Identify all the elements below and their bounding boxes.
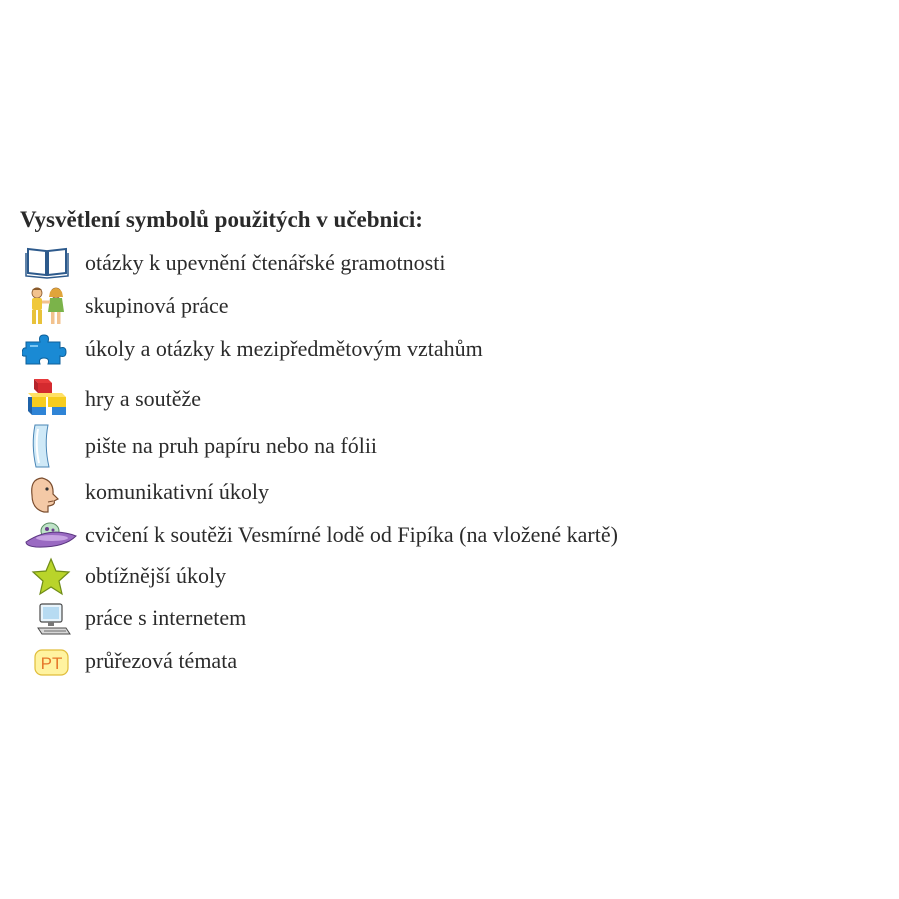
legend-item-label: obtížnější úkoly [85, 563, 227, 588]
legend-item-label: práce s internetem [85, 605, 247, 630]
face-profile-icon [22, 475, 72, 515]
legend-item-label: průřezová témata [85, 648, 238, 673]
star-icon [22, 557, 72, 597]
pt-badge-icon [22, 642, 72, 682]
legend-item-label: cvičení k soutěži Vesmírné lodě od Fipíka (na vložené kartě) [85, 522, 618, 547]
legend-item-paper-strip [0, 423, 899, 471]
puzzle-piece-icon [22, 332, 72, 372]
legend-item-label: komunikativní úkoly [85, 479, 269, 504]
paper-strip-icon [22, 423, 72, 471]
pt-badge-label: PT [40, 654, 63, 673]
legend-item-label: pište na pruh papíru nebo na fólii [85, 433, 378, 458]
open-book-icon [22, 243, 72, 283]
legend-item-space-ships [0, 516, 899, 556]
computer-icon [22, 600, 72, 640]
legend-item-internet [0, 600, 899, 640]
legend-item-cross-topics [0, 642, 899, 682]
legend-item-label: úkoly a otázky k mezipředmětovým vztahům [85, 336, 483, 361]
legend-item-label: otázky k upevnění čtenářské gramotnosti [85, 250, 446, 275]
legend-title: Vysvětlení symbolů použitých v učebnici: [20, 207, 423, 232]
colored-blocks-icon [22, 376, 72, 416]
legend-item-label: skupinová práce [85, 293, 229, 318]
flying-saucer-icon [24, 516, 74, 556]
legend-item-reading [0, 243, 899, 283]
legend-item-label: hry a soutěže [85, 386, 202, 411]
legend-item-groupwork [0, 285, 899, 325]
legend-item-crosscurricular [0, 332, 899, 372]
legend-item-harder [0, 557, 899, 597]
legend-item-communication [0, 475, 899, 515]
legend-item-games [0, 376, 899, 416]
two-children-icon [22, 285, 72, 325]
